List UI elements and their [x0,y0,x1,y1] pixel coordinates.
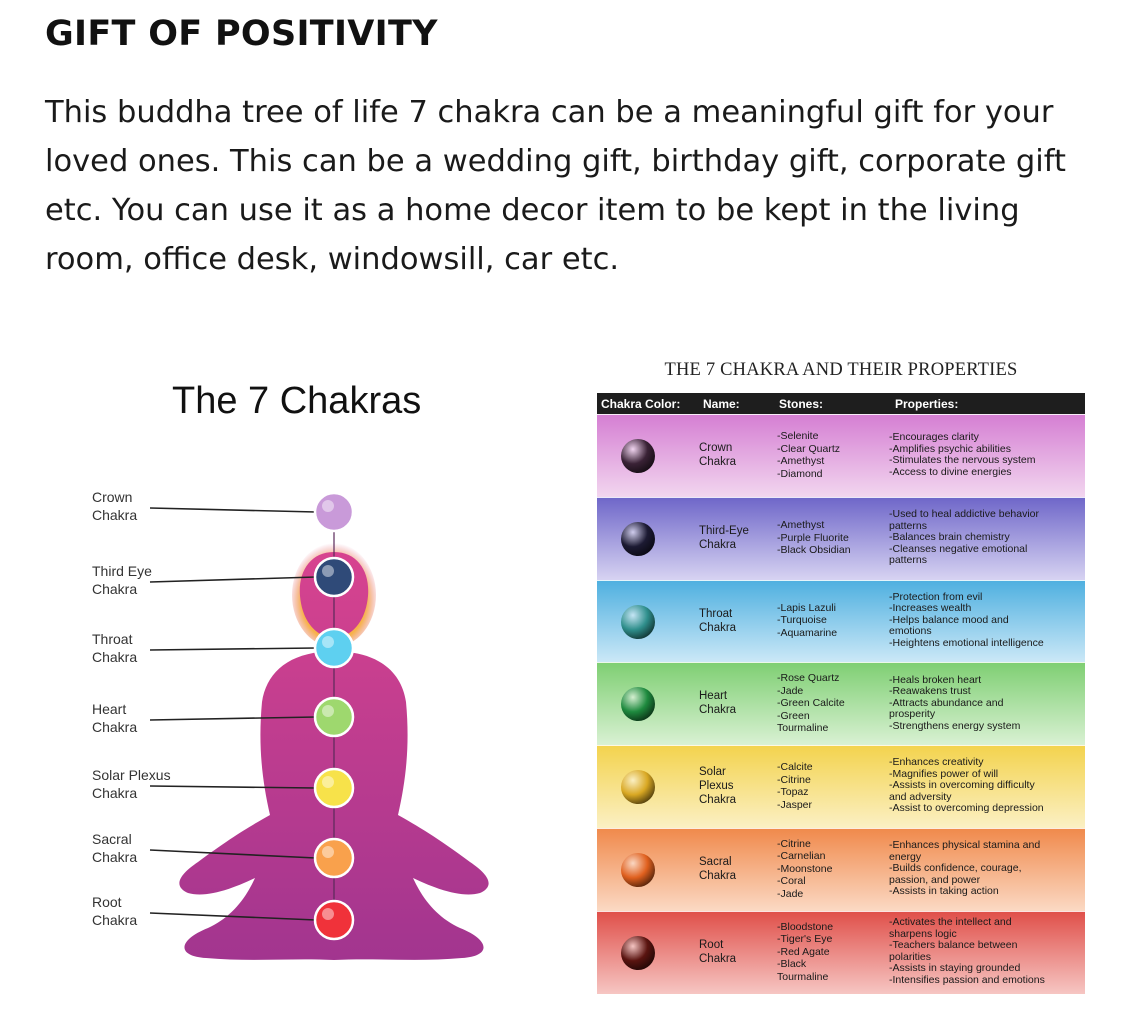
table-row [597,911,1085,994]
chakra-properties-line: -Heightens emotional intelligence [889,636,1044,649]
header-name: Name: [703,397,740,411]
chakra-properties-line: -Reawakens trust [889,685,971,698]
chakra-stones [777,921,873,984]
chakra-name-line: Heart [699,690,728,703]
chakra-label: Heart [92,701,127,717]
chakra-properties-line: -Intensifies passion and emotions [889,973,1045,986]
chakra-stones [777,602,873,640]
chakra-properties-line: -Amplifies psychic abilities [889,442,1011,455]
chakra-properties-line: and adversity [889,790,952,803]
chakra-properties-line: polarities [889,950,932,963]
chakra-name [699,938,763,966]
chakra-stones-line: -Black [777,958,807,971]
chakra-stones-line: Tourmaline [777,970,829,983]
chakra-label: Chakra [92,719,138,735]
chakra-name-line: Chakra [699,869,737,882]
paragraph-line: room, office desk, windowsill, car etc. [45,242,620,277]
chakra-properties-line: -Cleanses negative emotional [889,542,1028,555]
chakra-name-line: Throat [699,607,733,620]
chakra-stone-swatch [621,687,655,721]
chakra-name-line: Chakra [699,794,737,807]
chakra-properties-line: prosperity [889,708,936,721]
chakra-name [699,524,763,552]
paragraph-line: This buddha tree of life 7 chakra can be a meaningful gift for your [45,95,1054,130]
chakra-stone-swatch [621,936,655,970]
chakra-properties-line: -Assist to overcoming depression [889,802,1044,815]
chakra-properties-line: -Activates the intellect and [889,916,1012,929]
chakra-properties [889,840,1081,898]
table-row [597,745,1085,828]
chakra-stones-line: -Aquamarine [777,626,838,639]
chakra-stones-line: -Topaz [777,786,809,799]
table-row [597,580,1085,663]
chakra-point-highlight [322,500,334,512]
chakra-stones [777,672,873,735]
chakra-name [699,441,763,469]
chakra-point-highlight [322,636,334,648]
chakra-properties-line: -Magnifies power of will [889,767,999,780]
chakra-stones [777,761,873,811]
chakra-name-line: Chakra [699,456,737,468]
chakra-properties-line: -Assists in staying grounded [889,962,1021,975]
chakra-point [315,839,353,877]
chakra-properties-line: -Enhances physical stamina and [889,839,1041,852]
chakra-name-line: Crown [699,442,733,454]
header-properties: Properties: [895,397,959,411]
chakra-stones-line: -Green [777,709,810,722]
chakra-label: Chakra [92,581,138,597]
chakra-stones-line: -Citrine [777,837,811,850]
chakra-properties-line: -Enhances creativity [889,756,984,769]
chakra-point [315,901,353,939]
chakra-stone-swatch [621,522,655,556]
chakra-stones [777,838,873,901]
chakra-label: Chakra [92,507,138,523]
chakra-stones-line: -Rose Quartz [777,672,840,685]
header-stones: Stones: [779,397,824,411]
chakra-stone-swatch [621,853,655,887]
table-row [597,662,1085,745]
section-heading: GIFT OF POSITIVITY [45,14,438,54]
chakra-stones-line: -Tiger's Eye [777,933,833,946]
table-header-row [597,393,1085,414]
chakra-properties-table [597,393,1085,987]
chakra-stones-line: -Red Agate [777,945,830,958]
chakra-properties-line: -Heals broken heart [889,673,982,686]
chakra-stones [777,430,873,480]
chakra-properties [889,675,1081,733]
chakra-point [315,698,353,736]
properties-table-title: THE 7 CHAKRA AND THEIR PROPERTIES [664,360,1018,380]
chakra-properties-line: -Access to divine energies [889,465,1012,478]
chakra-properties-line: -Used to heal addictive behavior [889,508,1040,521]
chakra-properties-line: -Protection from evil [889,590,983,603]
chakra-point [315,558,353,596]
paragraph-line: loved ones. This can be a wedding gift, birthday gift, corporate gift [45,144,1066,179]
header-chakra-color: Chakra Color: [601,397,681,411]
chakra-stones-line: -Clear Quartz [777,442,841,455]
chakra-stones-line: -Amethyst [777,519,825,532]
chakra-stones-line: -Green Calcite [777,697,845,710]
chakra-properties [889,592,1081,650]
chakra-stones [777,519,873,557]
chakra-name-line: Chakra [699,704,737,717]
chakra-name [699,765,763,807]
chakra-point-highlight [322,846,334,858]
chakra-properties-line: -Stimulates the nervous system [889,454,1036,466]
chakra-point [315,769,353,807]
chakra-properties-line: -Increases wealth [889,602,972,615]
chakra-stones-line: -Turquoise [777,614,827,627]
chakra-properties [889,432,1081,478]
chakra-meditation-figure [80,470,540,990]
chakra-stones-line: -Bloodstone [777,920,834,933]
chakra-label: Chakra [92,849,138,865]
chakra-label: Crown [92,489,133,505]
table-row [597,828,1085,911]
chakra-properties-line: energy [889,850,922,863]
chakra-label: Solar Plexus [92,767,171,783]
chakra-stones-line: Tourmaline [777,722,829,735]
chakra-stones-line: -Calcite [777,761,813,774]
chakra-properties-line: passion, and power [889,873,981,886]
chakra-label: Sacral [92,831,132,847]
chakra-pointer-line [150,577,316,582]
chakra-name [699,689,763,717]
chakra-point-highlight [322,705,334,717]
chakra-properties-line: -Attracts abundance and [889,696,1004,709]
chakra-name-line: Chakra [699,621,737,634]
chakra-name [699,855,763,883]
chakra-point-highlight [322,776,334,788]
chakra-point [315,629,353,667]
chakras-diagram-title: The 7 Chakras [172,380,422,422]
chakra-stones-line: -Amethyst [777,455,825,467]
chakra-properties-line: patterns [889,519,927,532]
table-row [597,497,1085,580]
chakra-stone-swatch [621,439,655,473]
chakra-properties-line: emotions [889,625,932,638]
chakra-name [699,607,763,635]
chakra-stones-line: -Diamond [777,467,823,480]
chakra-properties-line: -Balances brain chemistry [889,531,1010,544]
chakra-name-line: Chakra [699,538,737,551]
chakra-label: Chakra [92,912,138,928]
chakra-properties-line: -Assists in overcoming difficulty [889,779,1035,792]
chakra-label: Root [92,894,122,910]
chakra-pointer-line [150,648,316,650]
chakra-properties-line: -Teachers balance between [889,939,1018,952]
chakra-stones-line: -Purple Fluorite [777,531,849,544]
chakra-pointer-line [150,508,316,512]
chakra-stone-swatch [621,605,655,639]
chakra-properties-line: -Builds confidence, courage, [889,862,1022,875]
chakra-properties [889,757,1081,815]
chakra-label: Chakra [92,649,138,665]
chakra-stones-line: -Lapis Lazuli [777,601,836,614]
chakra-properties-line: sharpens logic [889,927,957,940]
chakra-point-highlight [322,565,334,577]
chakra-name-line: Root [699,938,724,951]
chakra-stones-line: -Jade [777,684,804,697]
chakra-name-line: Third-Eye [699,524,749,537]
paragraph-line: etc. You can use it as a home decor item to be kept in the living [45,193,1020,228]
chakra-properties-line: -Assists in taking action [889,885,999,898]
chakra-stones-line: -Jasper [777,798,813,811]
chakra-stones-line: -Citrine [777,773,811,786]
chakra-point-highlight [322,908,334,920]
description-paragraph [45,88,1115,284]
chakra-stones-line: -Carnelian [777,850,826,863]
chakra-properties-line: -Strengthens energy system [889,719,1021,732]
chakra-properties-line: -Helps balance mood and [889,613,1009,626]
chakra-point [315,493,353,531]
chakra-stones-line: -Moonstone [777,862,833,875]
chakra-properties [889,917,1081,986]
chakra-name-line: Solar [699,766,726,779]
chakra-stone-swatch [621,770,655,804]
chakra-properties-line: -Encourages clarity [889,431,979,443]
chakra-properties-line: patterns [889,554,927,567]
chakra-name-line: Chakra [699,952,737,965]
chakra-name-line: Plexus [699,780,734,793]
table-row [597,414,1085,497]
chakra-label: Chakra [92,785,138,801]
chakra-label: Third Eye [92,563,152,579]
chakra-name-line: Sacral [699,855,732,868]
chakra-stones-line: -Coral [777,875,806,888]
chakra-stones-line: -Black Obsidian [777,544,851,557]
chakra-label: Throat [92,631,133,647]
chakra-properties [889,509,1081,567]
chakra-stones-line: -Jade [777,887,804,900]
chakra-stones-line: -Selenite [777,430,819,442]
